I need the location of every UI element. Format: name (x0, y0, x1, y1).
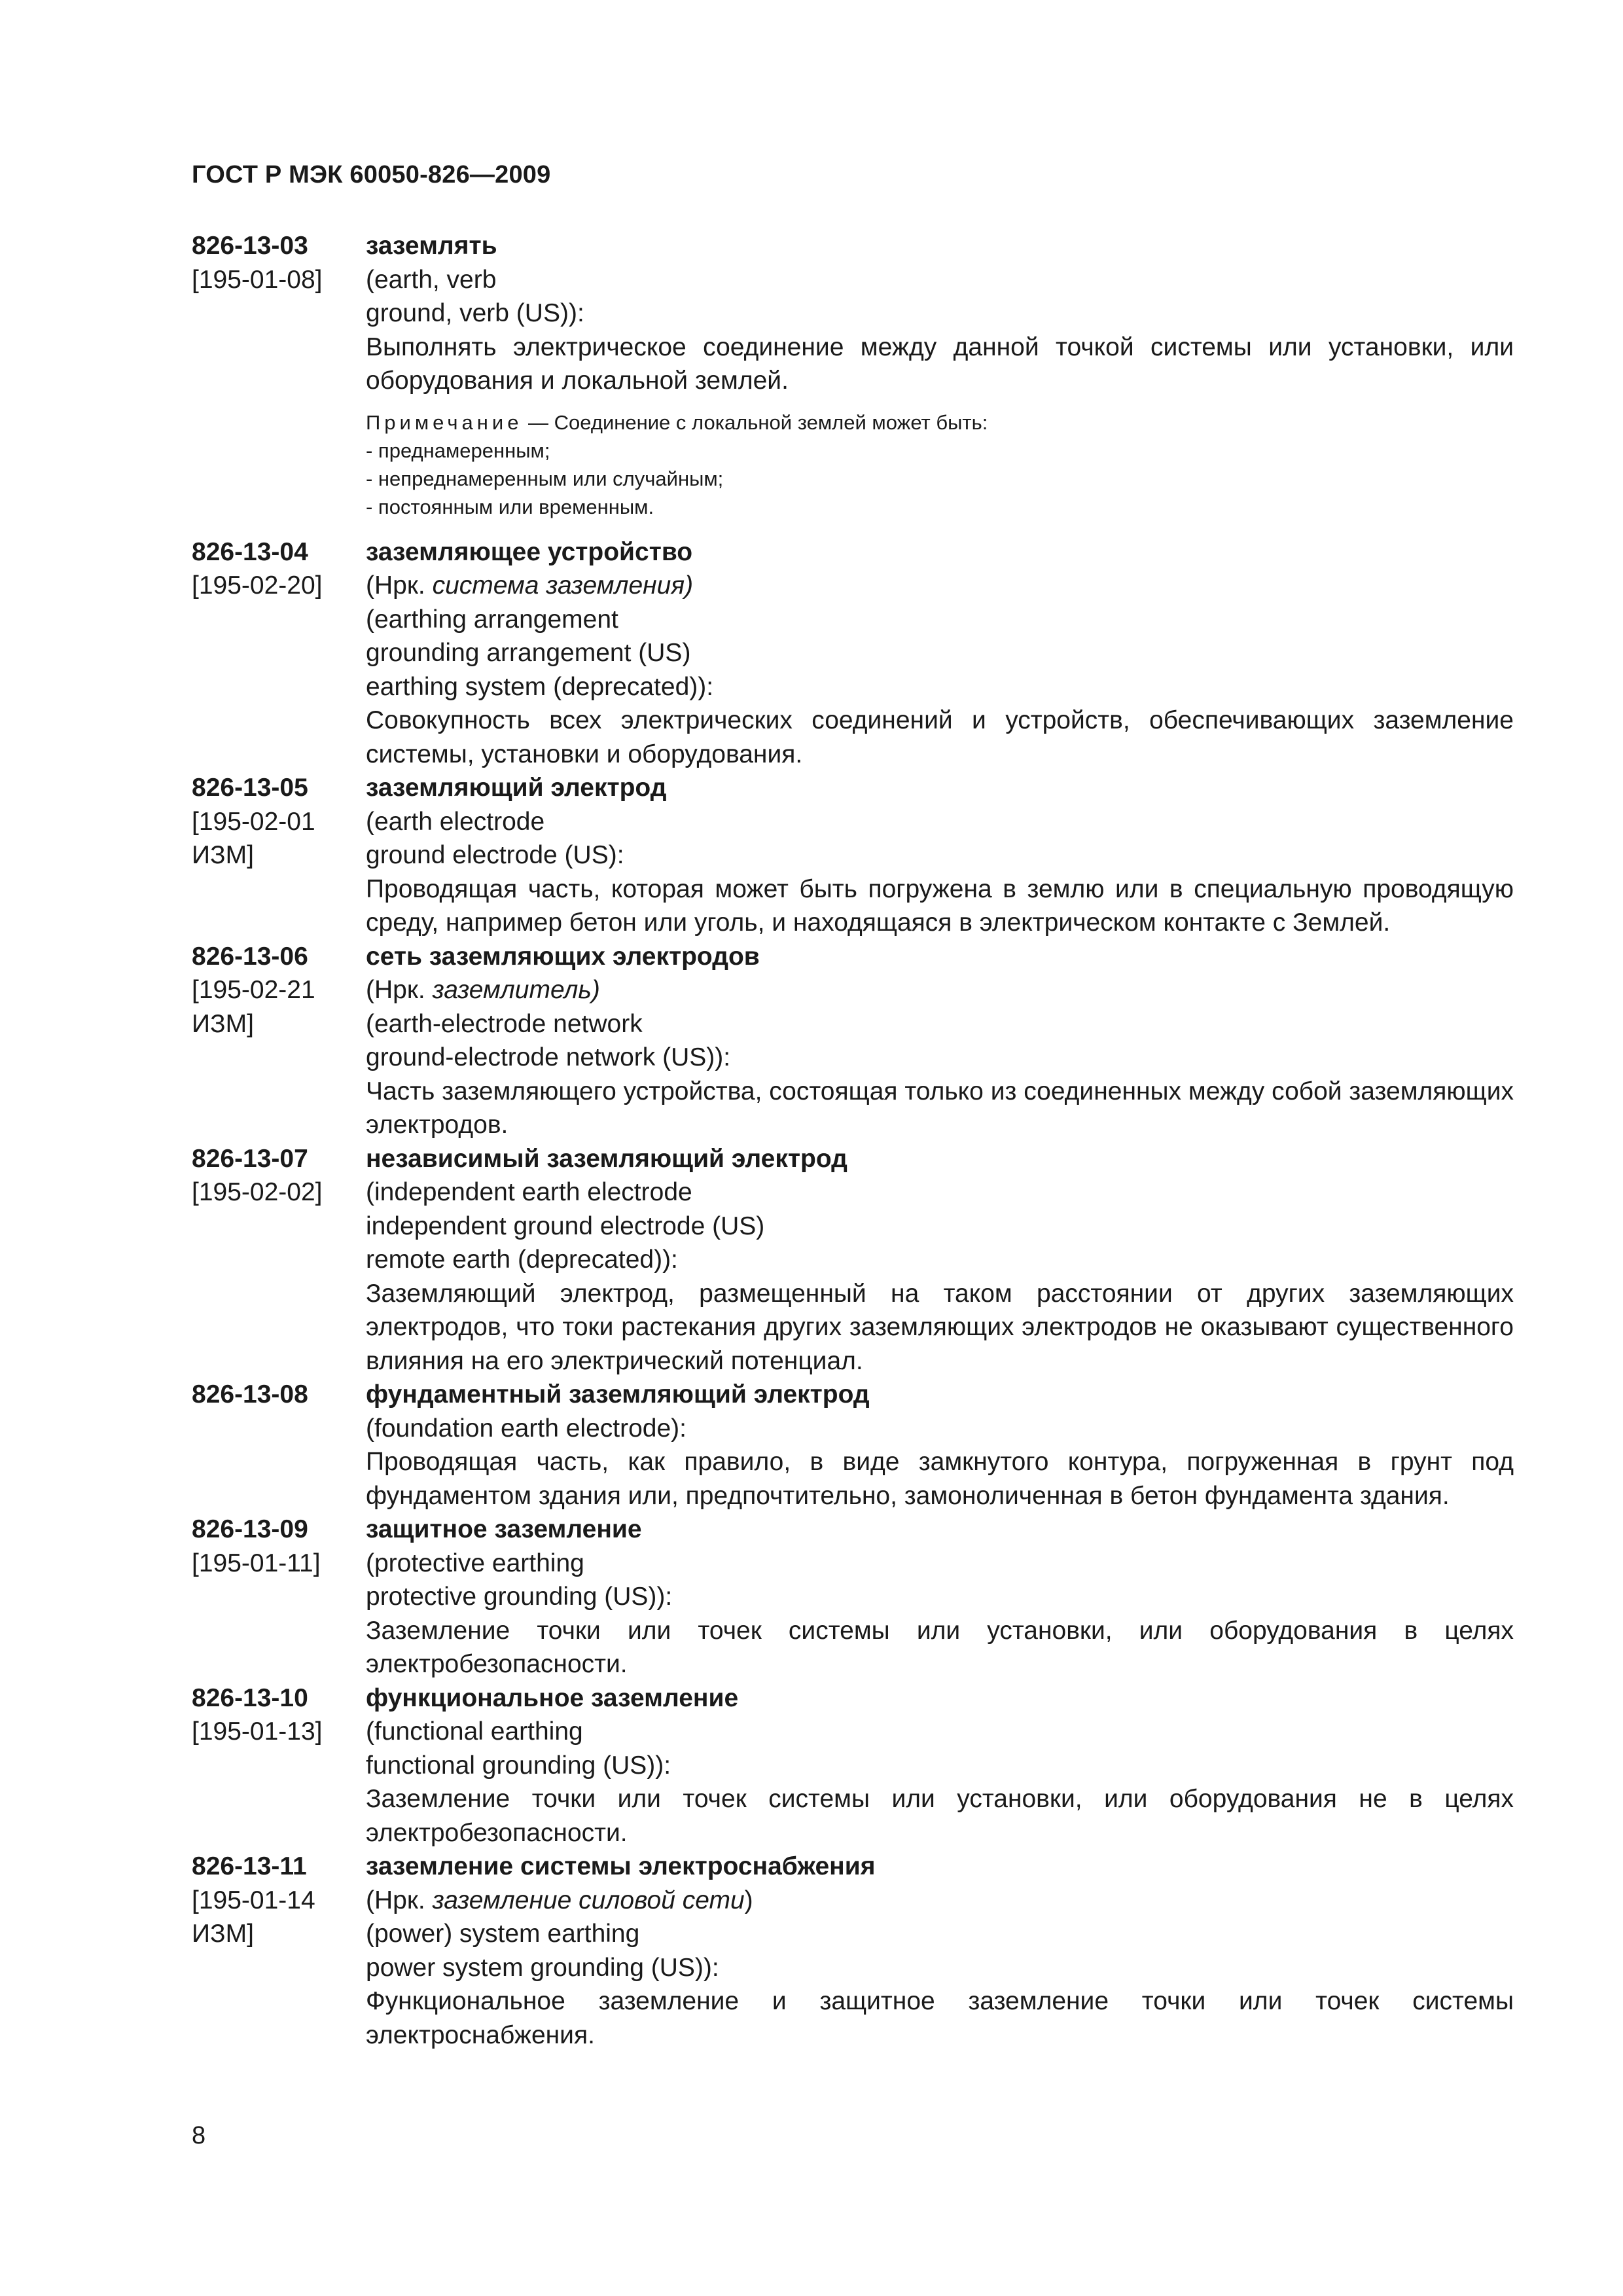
entry-deprecated-term (366, 973, 1514, 1007)
entry-reference: [195-01-11] (192, 1549, 321, 1577)
entry-term: сеть заземляющих электродов (366, 942, 760, 971)
entry-codes (192, 535, 366, 772)
entry-equivalent: power system grounding (US)): (366, 1953, 719, 1982)
term-entry (192, 1850, 1514, 2052)
document-header: ГОСТ Р МЭК 60050-826—2009 (192, 161, 551, 188)
note-header (366, 408, 1514, 437)
entry-note (366, 408, 1514, 521)
entry-reference: [195-01-08] (192, 265, 323, 294)
entry-code: 826-13-06 (192, 942, 308, 971)
entry-term: независимый заземляющий электрод (366, 1144, 847, 1173)
entry-reference: [195-01-14 ИЗМ] (192, 1886, 315, 1948)
entry-reference: [195-02-21 ИЗМ] (192, 976, 315, 1038)
entry-codes (192, 1513, 366, 1681)
entry-equivalent: (protective earthing (366, 1549, 584, 1577)
note-list-item: - непреднамеренным или случайным; (366, 467, 724, 490)
entry-equivalent: ground, verb (US)): (366, 299, 584, 327)
entry-equivalent: (functional earthing (366, 1717, 583, 1746)
entry-code: 826-13-05 (192, 774, 308, 802)
entry-equivalent: functional grounding (US)): (366, 1751, 671, 1780)
entry-term: заземлять (366, 232, 497, 260)
entry-code: 826-13-04 (192, 537, 308, 566)
entry-body (366, 229, 1514, 521)
entry-equivalent: (independent earth electrode (366, 1178, 692, 1206)
nrk-term: заземлитель) (432, 976, 600, 1004)
entry-code: 826-13-10 (192, 1683, 308, 1712)
entry-codes (192, 1142, 366, 1378)
entry-body (366, 1681, 1514, 1850)
entry-reference: [195-01-13] (192, 1717, 323, 1746)
term-entry (192, 535, 1514, 772)
entry-code: 826-13-09 (192, 1515, 308, 1543)
entry-equivalent: ground-electrode network (US)): (366, 1043, 731, 1071)
entry-code: 826-13-07 (192, 1144, 308, 1173)
entry-reference: [195-02-01 ИЗМ] (192, 807, 315, 869)
term-entry (192, 1681, 1514, 1850)
term-entry (192, 940, 1514, 1142)
note-list-item: - преднамеренным; (366, 439, 550, 462)
entry-codes (192, 1850, 366, 2052)
entry-definition: Заземление точки или точек системы или установки, или оборудования не в целях электробезопасности. (366, 1785, 1514, 1847)
note-text: — Соединение с локальной землей может быть: (522, 410, 988, 434)
nrk-term: заземление силовой сети (432, 1886, 745, 1914)
entry-term: заземляющий электрод (366, 774, 667, 802)
entry-definition: Выполнять электрическое соединение между данной точкой системы или установки, или оборудования и локальной землей. (366, 332, 1514, 395)
entry-definition: Совокупность всех электрических соединений и устройств, обеспечивающих заземление системы, установки и оборудования. (366, 706, 1514, 768)
page-number: 8 (192, 2122, 206, 2149)
nrk-term: система заземления) (432, 571, 694, 600)
entry-definition: Проводящая часть, как правило, в виде замкнутого контура, погруженная в грунт под фундаментом здания или, предпочтительно, замоноличенная в бетон фундамента здания. (366, 1448, 1514, 1510)
entry-equivalent: (earthing arrangement (366, 605, 618, 634)
entry-equivalent: (earth-electrode network (366, 1009, 643, 1038)
entry-code: 826-13-11 (192, 1852, 307, 1880)
entry-definition: Часть заземляющего устройства, состоящая только из соединенных между собой заземляющих электродов. (366, 1077, 1514, 1139)
term-entry (192, 229, 1514, 521)
entry-term: заземление системы электроснабжения (366, 1852, 876, 1880)
entry-equivalent: (earth, verb (366, 265, 497, 294)
entry-reference: [195-02-02] (192, 1178, 323, 1206)
entry-deprecated-term (366, 1884, 1514, 1918)
entry-equivalent: earthing system (deprecated)): (366, 672, 714, 701)
entry-equivalent: remote earth (deprecated)): (366, 1246, 678, 1274)
entry-body (366, 940, 1514, 1142)
entry-equivalent: grounding arrangement (US) (366, 639, 691, 667)
entry-codes (192, 940, 366, 1142)
entry-definition: Проводящая часть, которая может быть погружена в землю или в специальную проводящую среду, например бетон или уголь, и находящаяся в электрическом контакте с Землей. (366, 874, 1514, 937)
entry-equivalent: ground electrode (US): (366, 841, 624, 869)
entry-equivalent: (earth electrode (366, 807, 545, 836)
entry-codes (192, 1681, 366, 1850)
term-entry (192, 771, 1514, 940)
entry-term: защитное заземление (366, 1515, 642, 1543)
entry-body (366, 535, 1514, 772)
entry-term: фундаментный заземляющий электрод (366, 1380, 870, 1408)
entry-body (366, 771, 1514, 940)
entry-reference: [195-02-20] (192, 571, 323, 600)
entry-equivalent: independent ground electrode (US) (366, 1211, 765, 1240)
term-entry (192, 1513, 1514, 1681)
entry-equivalent: (power) system earthing (366, 1920, 640, 1948)
nrk-prefix: (Нрк. (366, 1886, 433, 1914)
entry-body (366, 1850, 1514, 2052)
entry-equivalent: (foundation earth electrode): (366, 1414, 687, 1443)
entry-equivalent: protective grounding (US)): (366, 1583, 673, 1611)
note-list-item: - постоянным или временным. (366, 495, 654, 518)
entry-term: функциональное заземление (366, 1683, 739, 1712)
entry-deprecated-term (366, 569, 1514, 603)
entry-definition: Функциональное заземление и защитное заземление точки или точек системы электроснабжения. (366, 1987, 1514, 2049)
note-title: Примечание (366, 410, 523, 434)
term-entry (192, 1142, 1514, 1378)
entry-codes (192, 229, 366, 521)
term-entry (192, 1378, 1514, 1513)
entry-definition: Заземление точки или точек системы или установки, или оборудования в целях электробезопасности. (366, 1616, 1514, 1678)
nrk-prefix: (Нрк. (366, 571, 433, 600)
entry-term: заземляющее устройство (366, 537, 693, 566)
nrk-suffix: ) (744, 1886, 753, 1914)
nrk-prefix: (Нрк. (366, 976, 433, 1004)
entry-body (366, 1378, 1514, 1513)
entry-body (366, 1142, 1514, 1378)
entry-definition: Заземляющий электрод, размещенный на таком расстоянии от других заземляющих электродов, что токи растекания других заземляющих электродов не оказывают существенного влияния на его электрический потенциал. (366, 1279, 1514, 1375)
entry-code: 826-13-08 (192, 1380, 308, 1408)
entry-codes (192, 771, 366, 940)
entry-code: 826-13-03 (192, 232, 308, 260)
entry-codes (192, 1378, 366, 1513)
term-entries (192, 229, 1514, 2052)
entry-body (366, 1513, 1514, 1681)
